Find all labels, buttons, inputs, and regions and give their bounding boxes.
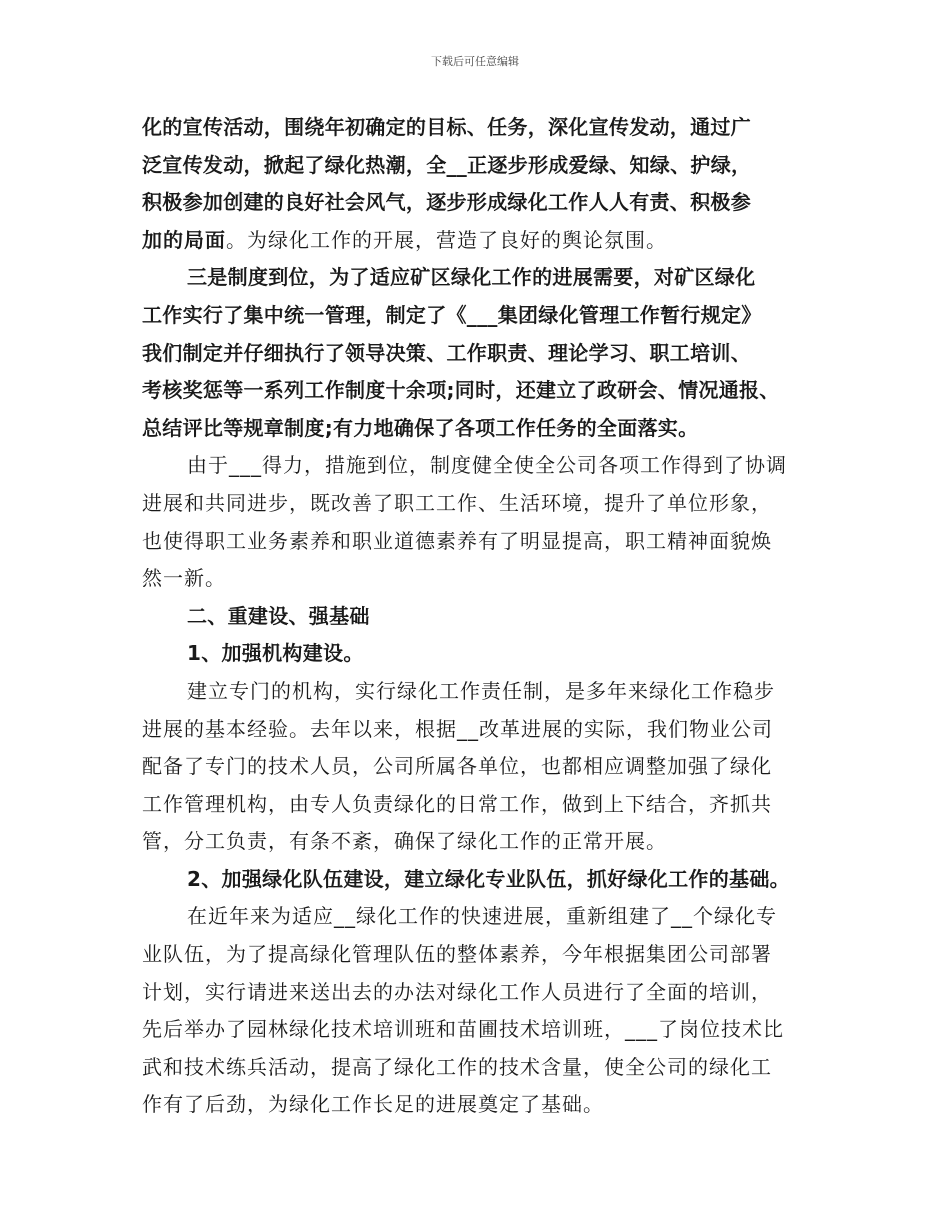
- paragraph-start-line: [142, 259, 832, 297]
- text-segment: 化的宣传活动，围绕年初确定的目标、任务，深化宣传发动，通过广: [142, 115, 751, 139]
- text-line: [142, 147, 832, 185]
- text-segment: 作有了后劲，为绿化工作长足的进展奠定了基础。: [142, 1092, 604, 1117]
- text-line: [142, 410, 832, 448]
- text-segment: 泛宣传发动，掀起了绿化热潮，全__正逐步形成爱绿、知绿、护绿，: [142, 152, 752, 177]
- text-line: [142, 523, 832, 561]
- text-line: [142, 1011, 832, 1049]
- text-segment: 业队伍，为了提高绿化管理队伍的整体素养，今年根据集团公司部署: [142, 942, 772, 967]
- text-segment: 考核奖惩等一系列工作制度十余项;同时，还建立了政研会、情况通报、: [142, 378, 780, 403]
- text-segment: 总结评比等规章制度;有力地确保了各项工作任务的全面落实。: [142, 415, 699, 440]
- text-line: [142, 372, 832, 410]
- text-line: [142, 335, 832, 373]
- text-segment: 工作实行了集中统一管理，制定了《___集团绿化管理工作暂行规定》: [142, 302, 762, 327]
- text-line: [142, 560, 832, 598]
- text-segment: 先后举办了园林绿化技术培训班和苗圃技术培训班，___了岗位技术比: [142, 1017, 784, 1042]
- text-segment: 由于___得力，措施到位，制度健全使全公司各项工作得到了协调: [187, 453, 787, 478]
- text-segment: 。为绿化工作的开展，营造了良好的舆论氛围。: [226, 227, 667, 252]
- text-segment: 三是制度到位，为了适应矿区绿化工作的进展需要，对矿区绿化: [187, 265, 756, 290]
- text-segment: 管，分工负责，有条不紊，确保了绿化工作的正常开展。: [142, 829, 667, 854]
- text-line: [142, 485, 832, 523]
- text-segment: 进展的基本经验。去年以来，根据__改革进展的实际，我们物业公司: [142, 716, 773, 741]
- text-line: [142, 1086, 832, 1124]
- text-line: [142, 974, 832, 1012]
- subsection-heading: [142, 635, 832, 673]
- text-segment: 进展和共同进步，既改善了职工工作、生活环境，提升了单位形象，: [142, 490, 772, 515]
- text-segment: 我们制定并仔细执行了领导决策、工作职责、理论学习、职工培训、: [142, 340, 751, 365]
- text-segment: 工作管理机构，由专人负责绿化的日常工作，做到上下结合，齐抓共: [142, 791, 772, 816]
- text-line: [142, 936, 832, 974]
- text-line: [142, 222, 832, 260]
- text-line: [142, 297, 832, 335]
- subsection-heading: [142, 861, 832, 899]
- text-segment: 加的局面: [142, 227, 226, 252]
- text-line: [142, 109, 832, 147]
- section-heading: [142, 598, 832, 636]
- text-segment: 然一新。: [142, 566, 226, 591]
- text-segment: 计划，实行请进来送出去的办法对绿化工作人员进行了全面的培训，: [142, 979, 772, 1004]
- text-segment: 在近年来为适应__绿化工作的快速进展，重新组建了__个绿化专: [187, 904, 777, 929]
- document-body: [142, 109, 832, 1124]
- text-segment: 积极参加创建的良好社会风气，逐步形成绿化工作人人有责、积极参: [142, 190, 751, 215]
- paragraph-start-line: [142, 447, 832, 485]
- paragraph-start-line: [142, 898, 832, 936]
- text-segment: 二、重建设、强基础: [187, 603, 370, 628]
- text-segment: 1、加强机构建设。: [187, 641, 364, 666]
- text-line: [142, 786, 832, 824]
- text-line: [142, 1049, 832, 1087]
- paragraph-start-line: [142, 673, 832, 711]
- text-line: [142, 823, 832, 861]
- text-segment: 2、加强绿化队伍建设，建立绿化专业队伍，抓好绿化工作的基础。: [187, 866, 790, 891]
- text-line: [142, 748, 832, 786]
- text-line: [142, 184, 832, 222]
- text-segment: 建立专门的机构，实行绿化工作责任制，是多年来绿化工作稳步: [187, 678, 775, 703]
- text-line: [142, 711, 832, 749]
- text-segment: 也使得职工业务素养和职业道德素养有了明显提高，职工精神面貌焕: [142, 528, 772, 553]
- page-header-note: 下载后可任意编辑: [431, 55, 519, 68]
- text-segment: 配备了专门的技术人员，公司所属各单位，也都相应调整加强了绿化: [142, 754, 772, 779]
- text-segment: 武和技术练兵活动，提高了绿化工作的技术含量，使全公司的绿化工: [142, 1054, 772, 1079]
